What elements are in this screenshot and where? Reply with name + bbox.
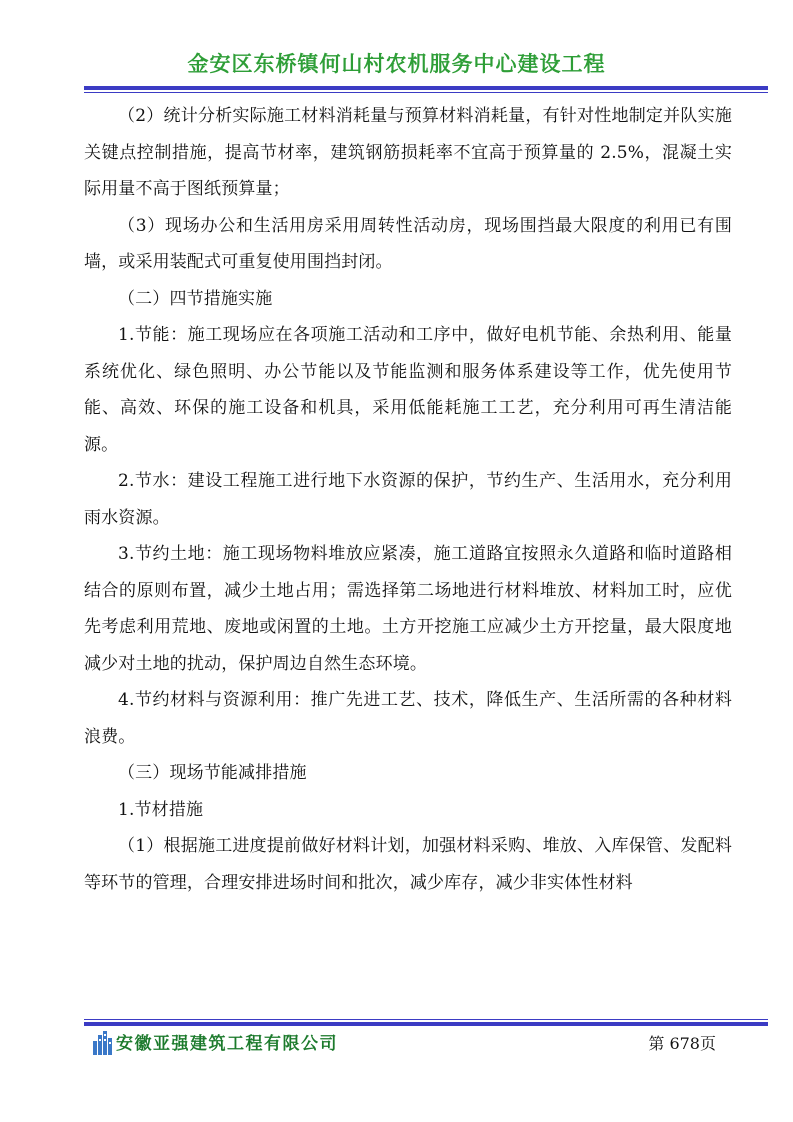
- page-header-title: 金安区东桥镇何山村农机服务中心建设工程: [187, 52, 606, 76]
- footer-rule-thick: [84, 1022, 768, 1026]
- section-heading: （三）现场节能减排措施: [118, 763, 307, 783]
- paragraph: （3）现场办公和生活用房采用周转性活动房，现场围挡最大限度的利用已有围墙，或采用装配式可重复使用围挡封闭。: [84, 215, 732, 272]
- company-name: 安徽亚强建筑工程有限公司: [116, 1034, 338, 1054]
- page-footer: [84, 1030, 732, 1058]
- document-body: [84, 98, 732, 901]
- header-rule-thin: [84, 92, 768, 93]
- paragraph: 1.节能：施工现场应在各项施工活动和工序中，做好电机节能、余热利用、能量系统优化、绿色照明、办公节能以及节能监测和服务体系建设等工作，优先使用节能、高效、环保的施工设备和机具，采用低能耗施工工艺，充分利用可再生清洁能源。: [84, 325, 732, 455]
- page-number: 第 678页: [648, 1034, 716, 1053]
- paragraph: 2.节水：建设工程施工进行地下水资源的保护，节约生产、生活用水，充分利用雨水资源。: [84, 471, 732, 528]
- subsection-heading: 1.节材措施: [118, 799, 204, 820]
- footer-rule-thin: [84, 1019, 768, 1020]
- building-logo-icon: [92, 1031, 114, 1055]
- paragraph: 3.节约土地：施工现场物料堆放应紧凑，施工道路宜按照永久道路和临时道路相结合的原则布置，减少土地占用；需选择第二场地进行材料堆放、材料加工时，应优先考虑利用荒地、废地或闲置的土地。土方开挖施工应减少土方开挖量，最大限度地减少对土地的扰动，保护周边自然生态环境。: [84, 544, 732, 674]
- paragraph: 4.节约材料与资源利用：推广先进工艺、技术，降低生产、生活所需的各种材料浪费。: [84, 690, 732, 747]
- paragraph: （1）根据施工进度提前做好材料计划，加强材料采购、堆放、入库保管、发配料等环节的管理，合理安排进场时间和批次，减少库存，减少非实体性材料: [84, 836, 732, 893]
- section-heading: （二）四节措施实施: [118, 288, 273, 309]
- paragraph: （2）统计分析实际施工材料消耗量与预算材料消耗量，有针对性地制定并队实施关键点控制措施，提高节材率，建筑钢筋损耗率不宜高于预算量的 2.5%，混凝土实际用量不高于图纸预算量；: [84, 106, 732, 199]
- header-rule-thick: [84, 86, 768, 90]
